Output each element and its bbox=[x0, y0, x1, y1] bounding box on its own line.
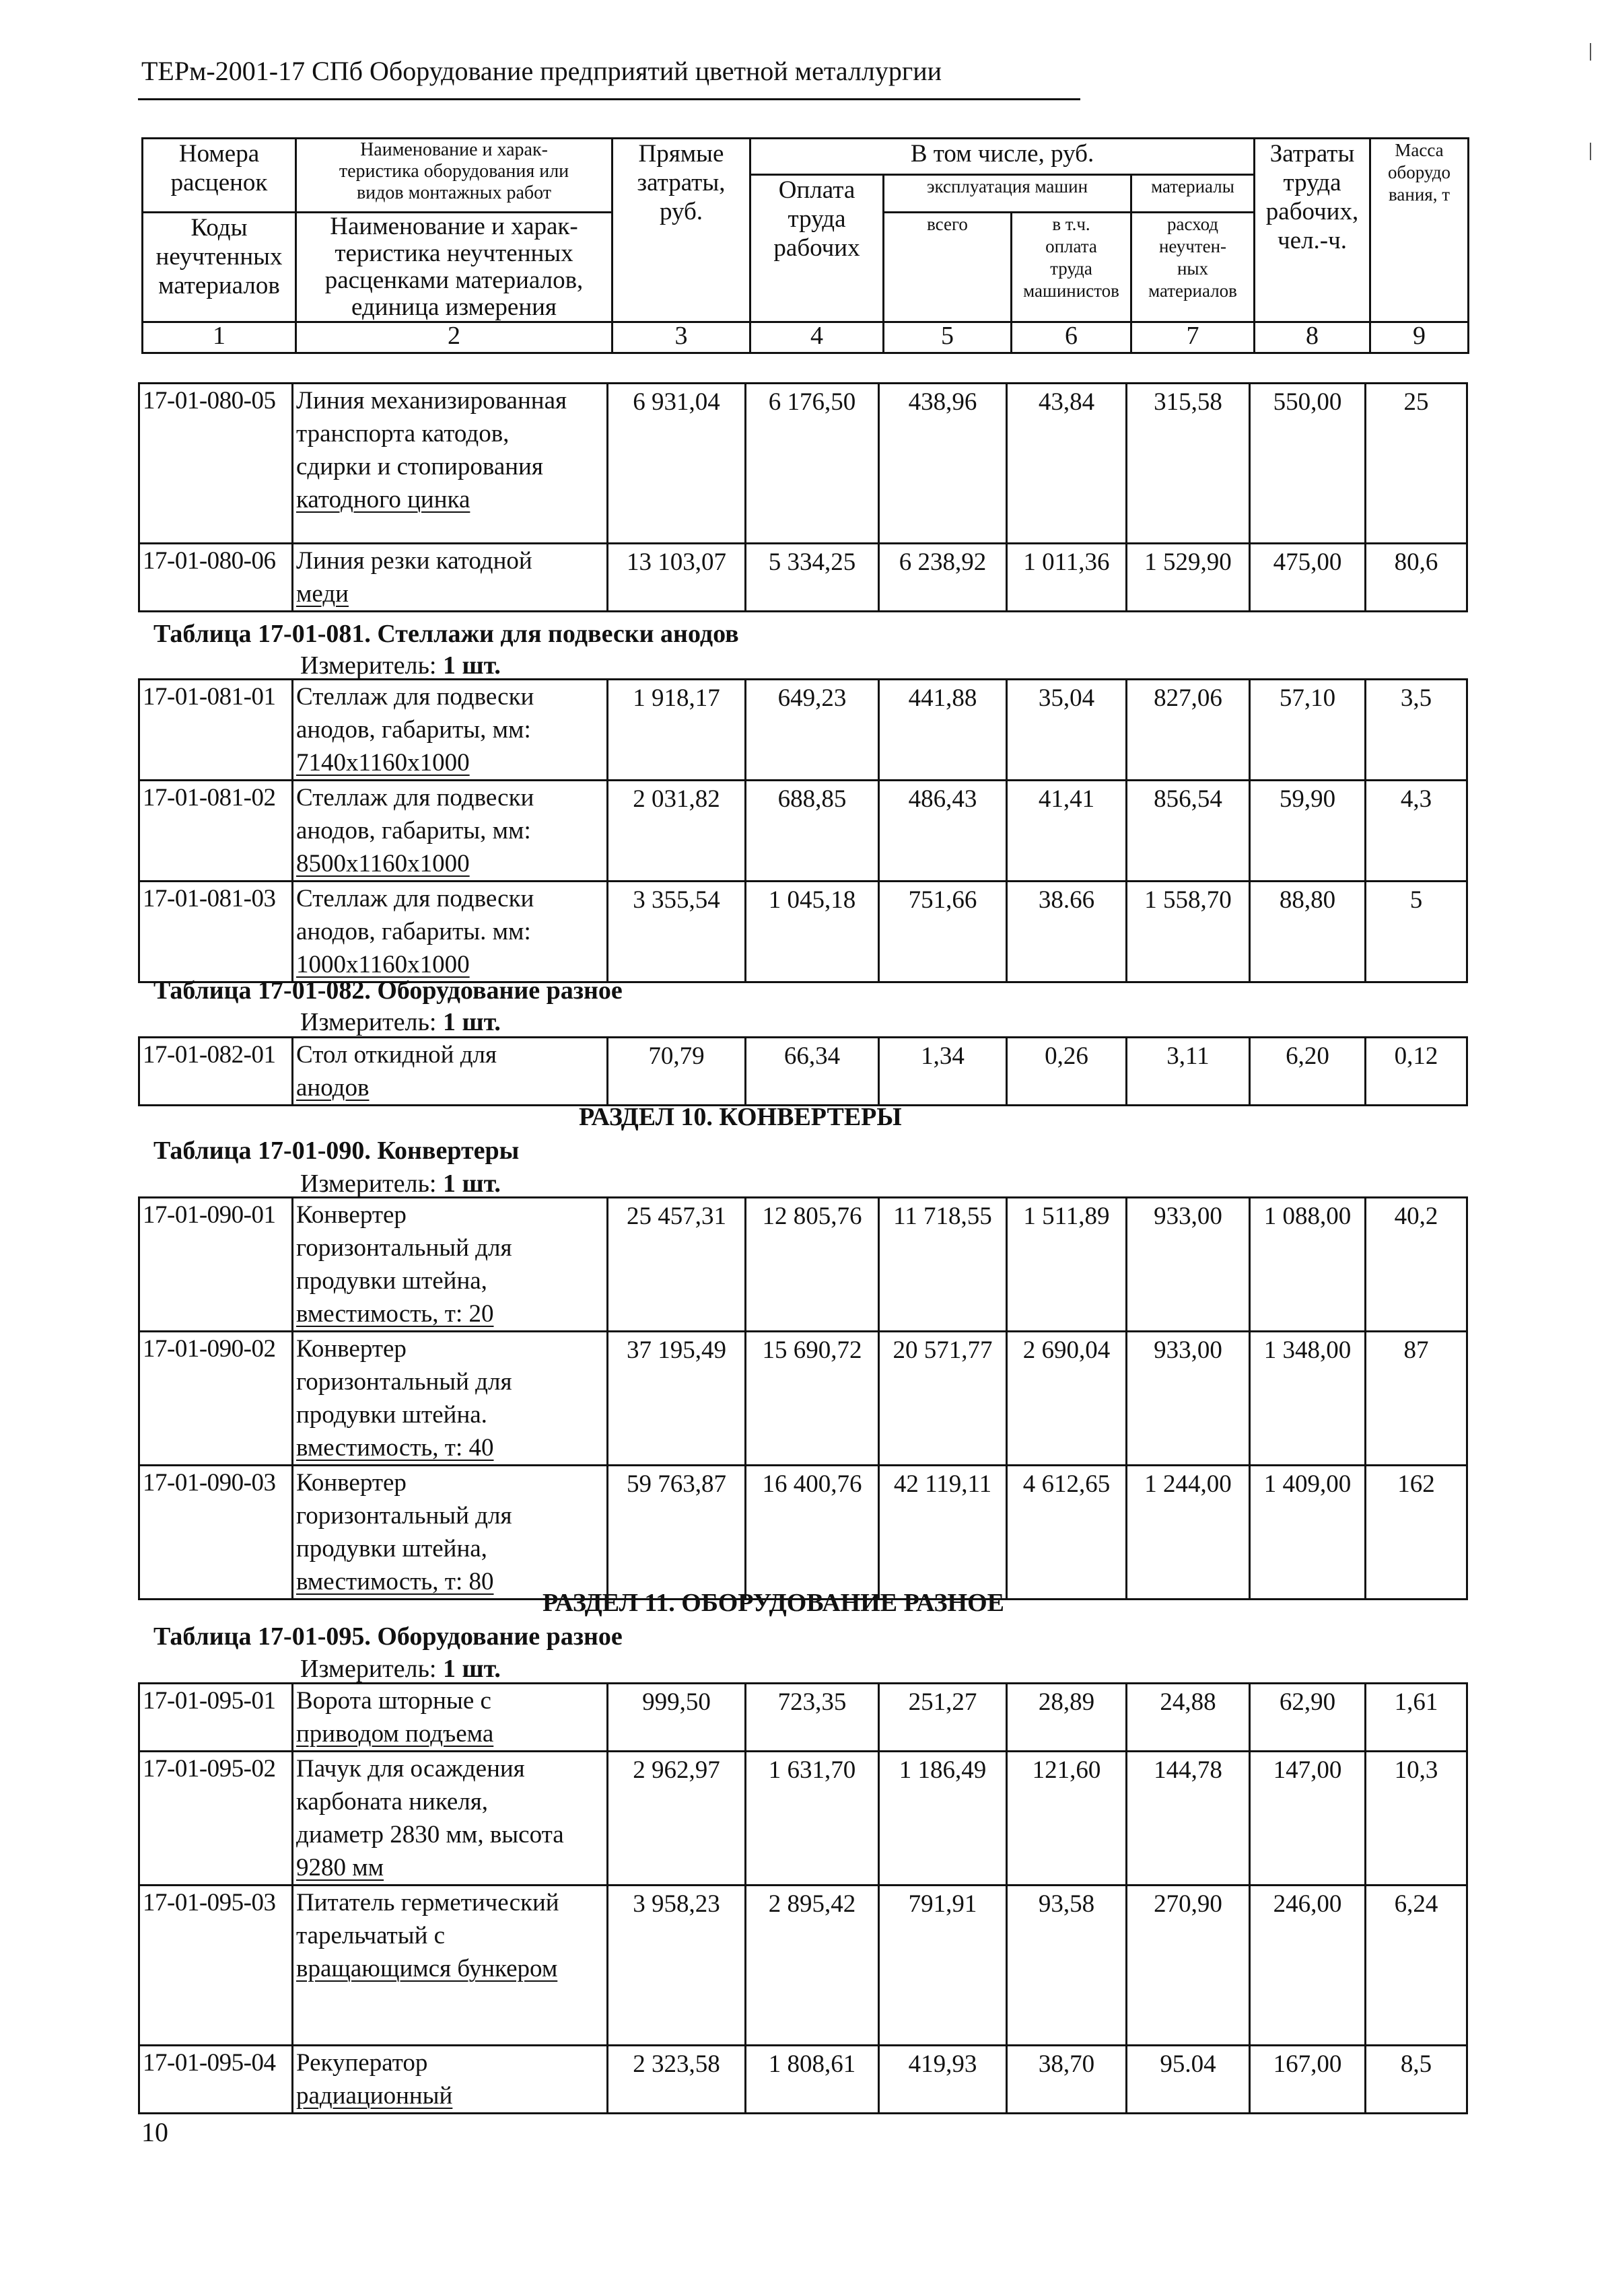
rate-name bbox=[293, 1198, 608, 1332]
machinist-pay: 4 612,65 bbox=[1007, 1466, 1127, 1600]
table-unit bbox=[300, 1007, 501, 1037]
rate-code: 17-01-090-03 bbox=[139, 1466, 293, 1600]
colnum-9: 9 bbox=[1370, 322, 1469, 353]
name-line: радиационный bbox=[296, 2082, 453, 2110]
labor-pay: 1 808,61 bbox=[746, 2046, 879, 2114]
hdr-c7-0: расход bbox=[1166, 214, 1219, 234]
name-line: сдирки и стопирования bbox=[296, 453, 543, 480]
table-17-01-090 bbox=[138, 1196, 1468, 1600]
header-labor-pay bbox=[750, 175, 884, 322]
hdr-c1b-1: неучтенных bbox=[155, 243, 283, 271]
labor-hours: 88,80 bbox=[1250, 882, 1366, 982]
header-direct-costs bbox=[613, 139, 750, 322]
name-line: диаметр 2830 мм, высота bbox=[296, 1821, 564, 1849]
colnum-3: 3 bbox=[613, 322, 750, 353]
name-line: катодного цинка bbox=[296, 486, 470, 513]
mass: 4,3 bbox=[1366, 781, 1467, 882]
hdr-c8-1: труда bbox=[1283, 169, 1341, 196]
machinist-pay: 38.66 bbox=[1007, 882, 1127, 982]
table-row bbox=[139, 882, 1467, 982]
rate-code: 17-01-080-05 bbox=[139, 384, 293, 544]
header-mass bbox=[1370, 139, 1469, 322]
rate-name bbox=[293, 1752, 608, 1886]
table-17-01-080 bbox=[138, 382, 1468, 612]
name-line: Стол откидной для bbox=[296, 1041, 497, 1069]
colnum-4: 4 bbox=[750, 322, 884, 353]
table-row bbox=[139, 384, 1467, 544]
materials: 1 244,00 bbox=[1127, 1466, 1250, 1600]
table-title: Таблица 17-01-090. Конвертеры bbox=[153, 1137, 520, 1165]
labor-pay: 5 334,25 bbox=[746, 544, 879, 612]
colnum-5: 5 bbox=[884, 322, 1012, 353]
name-line: продувки штейна, bbox=[296, 1535, 487, 1563]
header-labor-hours bbox=[1255, 139, 1370, 322]
machines-total: 11 718,55 bbox=[879, 1198, 1007, 1332]
mass: 25 bbox=[1366, 384, 1467, 544]
colnum-2: 2 bbox=[296, 322, 613, 353]
hdr-c3-0: Прямые bbox=[638, 140, 724, 168]
table-row bbox=[139, 1684, 1467, 1752]
colnum-1: 1 bbox=[143, 322, 296, 353]
labor-hours: 62,90 bbox=[1250, 1684, 1366, 1752]
machines-total: 438,96 bbox=[879, 384, 1007, 544]
name-line: вместимость, т: 40 bbox=[296, 1434, 494, 1462]
machinist-pay: 41,41 bbox=[1007, 781, 1127, 882]
labor-pay: 1 631,70 bbox=[746, 1752, 879, 1886]
machinist-pay: 38,70 bbox=[1007, 2046, 1127, 2114]
labor-pay: 66,34 bbox=[746, 1038, 879, 1106]
hdr-c1t-1: расценок bbox=[170, 169, 268, 196]
labor-pay: 2 895,42 bbox=[746, 1886, 879, 2046]
direct-costs: 70,79 bbox=[608, 1038, 746, 1106]
name-line: Стеллаж для подвески bbox=[296, 784, 534, 812]
rate-name bbox=[293, 680, 608, 781]
name-line: 1000x1160x1000 bbox=[296, 951, 470, 978]
table-row bbox=[139, 1198, 1467, 1332]
rate-code: 17-01-081-03 bbox=[139, 882, 293, 982]
mass: 3,5 bbox=[1366, 680, 1467, 781]
mass: 162 bbox=[1366, 1466, 1467, 1600]
rate-name bbox=[293, 2046, 608, 2114]
labor-pay: 688,85 bbox=[746, 781, 879, 882]
header-materials: материалы bbox=[1131, 175, 1255, 213]
materials: 270,90 bbox=[1127, 1886, 1250, 2046]
name-line: Стеллаж для подвески bbox=[296, 885, 534, 912]
mass: 6,24 bbox=[1366, 1886, 1467, 2046]
hdr-c7-3: материалов bbox=[1148, 281, 1237, 301]
machinist-pay: 121,60 bbox=[1007, 1752, 1127, 1886]
rate-name bbox=[293, 1684, 608, 1752]
name-line: Конвертер bbox=[296, 1201, 407, 1229]
machinist-pay: 43,84 bbox=[1007, 384, 1127, 544]
direct-costs: 6 931,04 bbox=[608, 384, 746, 544]
header-unaccounted-materials bbox=[1131, 213, 1255, 322]
rate-name bbox=[293, 1332, 608, 1466]
hdr-c9-2: вания, т bbox=[1389, 184, 1450, 205]
name-line: 9280 мм bbox=[296, 1854, 384, 1881]
name-line: Пачук для осаждения bbox=[296, 1755, 525, 1783]
machines-total: 1,34 bbox=[879, 1038, 1007, 1106]
machinist-pay: 28,89 bbox=[1007, 1684, 1127, 1752]
name-line: приводом подъема bbox=[296, 1720, 494, 1748]
table-row bbox=[139, 1332, 1467, 1466]
header-machines: эксплуатация машин bbox=[884, 175, 1131, 213]
direct-costs: 999,50 bbox=[608, 1684, 746, 1752]
unit-value: 1 шт. bbox=[443, 1170, 501, 1198]
hdr-c6-1: оплата bbox=[1045, 236, 1097, 256]
machinist-pay: 1 011,36 bbox=[1007, 544, 1127, 612]
name-line: Конвертер bbox=[296, 1335, 407, 1363]
column-header-table bbox=[141, 137, 1469, 354]
hdr-c6-3: машинистов bbox=[1023, 281, 1119, 301]
rate-name bbox=[293, 384, 608, 544]
hdr-c6-2: труда bbox=[1050, 258, 1092, 279]
name-line: Стеллаж для подвески bbox=[296, 683, 534, 711]
mass: 87 bbox=[1366, 1332, 1467, 1466]
direct-costs: 2 962,97 bbox=[608, 1752, 746, 1886]
rate-name bbox=[293, 544, 608, 612]
table-17-01-082 bbox=[138, 1036, 1468, 1106]
materials: 827,06 bbox=[1127, 680, 1250, 781]
name-line: меди bbox=[296, 580, 349, 608]
name-line: Рекуператор bbox=[296, 2049, 428, 2077]
colnum-7: 7 bbox=[1131, 322, 1255, 353]
name-line: вращающимся бункером bbox=[296, 1955, 558, 1982]
mass: 0,12 bbox=[1366, 1038, 1467, 1106]
name-line: транспорта катодов, bbox=[296, 420, 510, 447]
name-line: анодов, габариты, мм: bbox=[296, 716, 531, 744]
name-line: Конвертер bbox=[296, 1469, 407, 1497]
name-line: вместимость, т: 80 bbox=[296, 1568, 494, 1595]
hdr-c2t-0: Наименование и харак- bbox=[360, 139, 548, 160]
name-line: анодов, габариты, мм: bbox=[296, 817, 531, 845]
table-row bbox=[139, 781, 1467, 882]
labor-pay: 6 176,50 bbox=[746, 384, 879, 544]
header-name-bottom bbox=[296, 213, 613, 322]
direct-costs: 1 918,17 bbox=[608, 680, 746, 781]
materials: 1 529,90 bbox=[1127, 544, 1250, 612]
section-title: РАЗДЕЛ 11. ОБОРУДОВАНИЕ РАЗНОЕ bbox=[543, 1589, 1005, 1617]
header-rule bbox=[138, 98, 1080, 100]
table-17-01-081 bbox=[138, 678, 1468, 983]
hdr-c8-3: чел.-ч. bbox=[1278, 227, 1347, 254]
header-code-bottom bbox=[143, 213, 296, 322]
direct-costs: 25 457,31 bbox=[608, 1198, 746, 1332]
direct-costs: 59 763,87 bbox=[608, 1466, 746, 1600]
table-row bbox=[139, 1886, 1467, 2046]
table-row bbox=[139, 544, 1467, 612]
name-line: анодов bbox=[296, 1074, 370, 1102]
hdr-c9-1: оборудо bbox=[1388, 162, 1450, 182]
labor-hours: 1 348,00 bbox=[1250, 1332, 1366, 1466]
rate-name bbox=[293, 1038, 608, 1106]
page-number: 10 bbox=[141, 2117, 168, 2147]
rate-code: 17-01-081-02 bbox=[139, 781, 293, 882]
name-line: Ворота шторные с bbox=[296, 1687, 491, 1715]
hdr-c7-1: неучтен- bbox=[1158, 236, 1227, 256]
labor-hours: 1 409,00 bbox=[1250, 1466, 1366, 1600]
header-including: В том числе, руб. bbox=[750, 139, 1255, 175]
name-line: карбоната никеля, bbox=[296, 1788, 489, 1816]
labor-hours: 475,00 bbox=[1250, 544, 1366, 612]
labor-hours: 167,00 bbox=[1250, 2046, 1366, 2114]
labor-pay: 15 690,72 bbox=[746, 1332, 879, 1466]
labor-hours: 6,20 bbox=[1250, 1038, 1366, 1106]
machines-total: 1 186,49 bbox=[879, 1752, 1007, 1886]
rate-code: 17-01-082-01 bbox=[139, 1038, 293, 1106]
mass: 5 bbox=[1366, 882, 1467, 982]
hdr-c2t-2: видов монтажных работ bbox=[356, 182, 552, 203]
table-row bbox=[139, 680, 1467, 781]
name-line: анодов, габариты. мм: bbox=[296, 918, 531, 945]
hdr-c4-1: труда bbox=[788, 205, 846, 233]
rate-code: 17-01-095-01 bbox=[139, 1684, 293, 1752]
machines-total: 251,27 bbox=[879, 1684, 1007, 1752]
rate-name bbox=[293, 1886, 608, 2046]
machines-total: 42 119,11 bbox=[879, 1466, 1007, 1600]
hdr-c1b-2: материалов bbox=[158, 272, 280, 299]
mass: 80,6 bbox=[1366, 544, 1467, 612]
labor-hours: 57,10 bbox=[1250, 680, 1366, 781]
direct-costs: 2 323,58 bbox=[608, 2046, 746, 2114]
table-unit bbox=[300, 1169, 501, 1198]
name-line: продувки штейна. bbox=[296, 1401, 487, 1429]
labor-pay: 1 045,18 bbox=[746, 882, 879, 982]
machinist-pay: 93,58 bbox=[1007, 1886, 1127, 2046]
running-header: ТЕРм-2001-17 СПб Оборудование предприятий цветной металлургии bbox=[141, 56, 942, 86]
name-line: Линия резки катодной bbox=[296, 547, 532, 575]
hdr-c8-2: рабочих, bbox=[1265, 198, 1359, 225]
machines-total: 791,91 bbox=[879, 1886, 1007, 2046]
mass: 40,2 bbox=[1366, 1198, 1467, 1332]
unit-label: Измеритель: bbox=[300, 651, 437, 680]
name-line: тарельчатый с bbox=[296, 1922, 446, 1949]
hdr-c3-2: руб. bbox=[659, 198, 703, 225]
rate-code: 17-01-090-01 bbox=[139, 1198, 293, 1332]
scan-edge-mark bbox=[1590, 43, 1591, 61]
unit-label: Измеритель: bbox=[300, 1008, 437, 1036]
machines-total: 751,66 bbox=[879, 882, 1007, 982]
direct-costs: 2 031,82 bbox=[608, 781, 746, 882]
unit-label: Измеритель: bbox=[300, 1170, 437, 1198]
hdr-c2b-0: Наименование и харак- bbox=[330, 213, 578, 240]
unit-value: 1 шт. bbox=[443, 1655, 501, 1683]
hdr-c2b-2: расценками материалов, bbox=[324, 266, 584, 294]
name-line: продувки штейна, bbox=[296, 1267, 487, 1295]
section-title: РАЗДЕЛ 10. КОНВЕРТЕРЫ bbox=[579, 1103, 902, 1131]
unit-value: 1 шт. bbox=[443, 1008, 501, 1036]
mass: 8,5 bbox=[1366, 2046, 1467, 2114]
materials: 1 558,70 bbox=[1127, 882, 1250, 982]
labor-hours: 550,00 bbox=[1250, 384, 1366, 544]
unit-value: 1 шт. bbox=[443, 651, 501, 680]
machines-total: 20 571,77 bbox=[879, 1332, 1007, 1466]
table-title: Таблица 17-01-082. Оборудование разное bbox=[153, 976, 623, 1005]
labor-hours: 246,00 bbox=[1250, 1886, 1366, 2046]
table-17-01-095 bbox=[138, 1682, 1468, 2114]
table-unit bbox=[300, 1654, 501, 1684]
machines-total: 6 238,92 bbox=[879, 544, 1007, 612]
colnum-8: 8 bbox=[1255, 322, 1370, 353]
hdr-c3-1: затраты, bbox=[637, 169, 726, 196]
colnum-6: 6 bbox=[1012, 322, 1131, 353]
table-row bbox=[139, 1752, 1467, 1886]
name-line: Питатель герметический bbox=[296, 1889, 559, 1916]
table-row bbox=[139, 1466, 1467, 1600]
hdr-c9-0: Масса bbox=[1395, 140, 1444, 160]
mass: 10,3 bbox=[1366, 1752, 1467, 1886]
name-line: 8500x1160x1000 bbox=[296, 850, 470, 877]
mass: 1,61 bbox=[1366, 1684, 1467, 1752]
hdr-c8-0: Затраты bbox=[1269, 140, 1355, 168]
table-row bbox=[139, 1038, 1467, 1106]
machines-total: 419,93 bbox=[879, 2046, 1007, 2114]
materials: 933,00 bbox=[1127, 1198, 1250, 1332]
materials: 24,88 bbox=[1127, 1684, 1250, 1752]
name-line: Линия механизированная bbox=[296, 387, 567, 415]
materials: 856,54 bbox=[1127, 781, 1250, 882]
table-title: Таблица 17-01-095. Оборудование разное bbox=[153, 1622, 623, 1651]
hdr-c6-0: в т.ч. bbox=[1052, 214, 1090, 234]
rate-name bbox=[293, 1466, 608, 1600]
header-code-top bbox=[143, 139, 296, 213]
header-machines-total: всего bbox=[884, 213, 1012, 322]
name-line: горизонтальный для bbox=[296, 1234, 512, 1262]
machinist-pay: 0,26 bbox=[1007, 1038, 1127, 1106]
materials: 3,11 bbox=[1127, 1038, 1250, 1106]
labor-hours: 1 088,00 bbox=[1250, 1198, 1366, 1332]
rate-code: 17-01-090-02 bbox=[139, 1332, 293, 1466]
machines-total: 441,88 bbox=[879, 680, 1007, 781]
unit-label: Измеритель: bbox=[300, 1655, 437, 1683]
hdr-c1t-0: Номера bbox=[178, 140, 260, 168]
rate-code: 17-01-095-02 bbox=[139, 1752, 293, 1886]
materials: 95.04 bbox=[1127, 2046, 1250, 2114]
direct-costs: 3 958,23 bbox=[608, 1886, 746, 2046]
rate-name bbox=[293, 781, 608, 882]
labor-pay: 16 400,76 bbox=[746, 1466, 879, 1600]
hdr-c2b-3: единица измерения bbox=[351, 293, 557, 321]
hdr-c4-0: Оплата bbox=[778, 176, 855, 204]
rate-name bbox=[293, 882, 608, 982]
rate-code: 17-01-080-06 bbox=[139, 544, 293, 612]
direct-costs: 37 195,49 bbox=[608, 1332, 746, 1466]
labor-pay: 723,35 bbox=[746, 1684, 879, 1752]
labor-pay: 649,23 bbox=[746, 680, 879, 781]
name-line: горизонтальный для bbox=[296, 1368, 512, 1396]
labor-pay: 12 805,76 bbox=[746, 1198, 879, 1332]
table-unit bbox=[300, 651, 501, 680]
machines-total: 486,43 bbox=[879, 781, 1007, 882]
materials: 144,78 bbox=[1127, 1752, 1250, 1886]
rate-code: 17-01-095-03 bbox=[139, 1886, 293, 2046]
table-title: Таблица 17-01-081. Стеллажи для подвески анодов bbox=[153, 620, 739, 648]
hdr-c2b-1: теристика неучтенных bbox=[335, 240, 573, 267]
machinist-pay: 2 690,04 bbox=[1007, 1332, 1127, 1466]
hdr-c4-2: рабочих bbox=[773, 234, 860, 262]
machinist-pay: 35,04 bbox=[1007, 680, 1127, 781]
direct-costs: 3 355,54 bbox=[608, 882, 746, 982]
scan-edge-mark bbox=[1590, 143, 1591, 160]
header-machinist-pay bbox=[1012, 213, 1131, 322]
labor-hours: 147,00 bbox=[1250, 1752, 1366, 1886]
hdr-c7-2: ных bbox=[1177, 258, 1209, 279]
materials: 315,58 bbox=[1127, 384, 1250, 544]
header-name-top bbox=[296, 139, 613, 213]
name-line: вместимость, т: 20 bbox=[296, 1300, 494, 1328]
direct-costs: 13 103,07 bbox=[608, 544, 746, 612]
materials: 933,00 bbox=[1127, 1332, 1250, 1466]
rate-code: 17-01-081-01 bbox=[139, 680, 293, 781]
hdr-c1b-0: Коды bbox=[190, 214, 248, 242]
name-line: 7140x1160x1000 bbox=[296, 749, 470, 777]
machinist-pay: 1 511,89 bbox=[1007, 1198, 1127, 1332]
name-line: горизонтальный для bbox=[296, 1502, 512, 1530]
labor-hours: 59,90 bbox=[1250, 781, 1366, 882]
table-row bbox=[139, 2046, 1467, 2114]
hdr-c2t-1: теристика оборудования или bbox=[339, 161, 569, 182]
rate-code: 17-01-095-04 bbox=[139, 2046, 293, 2114]
